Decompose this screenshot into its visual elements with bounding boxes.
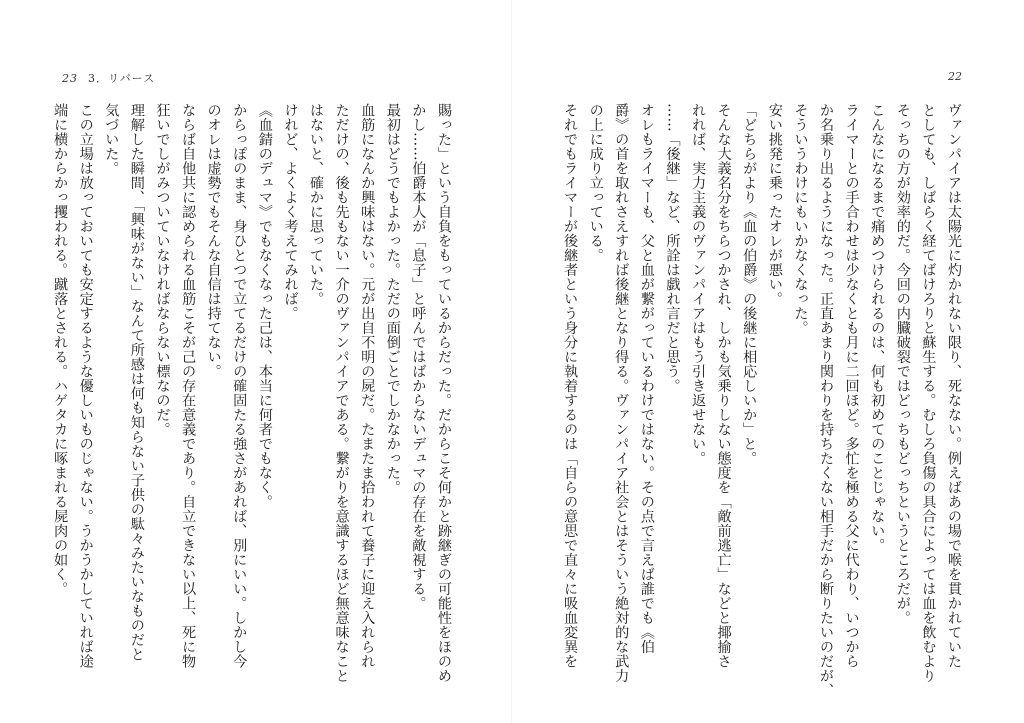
- text-line: としても、しばらく経てばけろりと蘇生する。むしろ負傷の具合によっては血を飲むより: [920, 103, 937, 683]
- text-line: 《血錆のデュマ》でもなくなった己は、本当に何者でもなく。: [256, 103, 273, 509]
- chapter-title: 3．リバース: [88, 72, 156, 85]
- text-line: 理解した瞬間、「興味がない」なんて所感は何も知らない子供の駄々みたいなものだと: [128, 103, 145, 662]
- right-page: [512, 0, 1024, 723]
- text-line: はないと、確かに思っていた。: [308, 103, 325, 306]
- text-line: 「どちらがより《血の伯爵》の後継に相応しいか」と。: [741, 103, 758, 466]
- text-line: 安い挑発に乗ったオレが悪い。: [766, 103, 783, 306]
- text-line: そっちの方が効率的だ。今回の内臓破裂ではどっちもどっちというところだが。: [894, 103, 911, 625]
- text-line: のオレは虚勢でもそんな自信は持てない。: [205, 103, 222, 379]
- text-line: 狂いでしがみついていなければならない標なのだ。: [154, 103, 171, 437]
- text-line: 最初はどうでもよかった。ただの面倒ごとでしかなかった。: [384, 103, 401, 495]
- text-line: けれど、よくよく考えてみれば。: [282, 103, 299, 321]
- text-line: 気づいた。: [103, 103, 120, 176]
- text-line: そんな大義名分をちらつかされ、しかも気乗りしない態度を「敵前逃亡」などと揶揄さ: [715, 103, 732, 669]
- text-line: オレもライマーも、父と血が繋がっているわけではない。その点で言えば誰でも《伯: [638, 103, 655, 654]
- text-line: ヴァンパイアは太陽光に灼かれない限り、死なない。例えばあの場で喉を貫かれていた: [946, 103, 962, 669]
- text-line: からっぽのまま、身ひとつで立てるだけの確固たる強さがあれば、別にいい。しかし今: [231, 103, 248, 669]
- text-line: 血筋になんか興味はない。元が出自不明の屍だ。たまたま拾われて養子に迎え入れられ: [359, 103, 376, 669]
- text-line: この立場は放っておいても安定するような優しいものじゃない。うかうかしていれば途: [77, 103, 94, 669]
- page-number-left: 23: [62, 72, 78, 85]
- right-page-body: [556, 103, 966, 701]
- text-line: こんなになるまで痛めつけられるのは、何も初めてのことじゃない。: [869, 103, 886, 553]
- text-line: そういうわけにもいかなくなった。: [792, 103, 809, 335]
- text-line: ならば自他共に認められる血筋こそが己の存在意義であり。自立できない以上、死に物: [180, 103, 197, 669]
- running-header: [62, 70, 155, 86]
- left-page-body: [46, 103, 456, 701]
- text-line: 賜った」という自負をもっているからだった。だからこそ何かと跡継ぎの可能性をほのめ: [436, 103, 452, 683]
- text-line: の上に成り立っている。: [587, 103, 604, 263]
- text-line: 端に横からかっ攫われる。蹴落とされる。ハゲタカに啄まれる屍肉の如く。: [52, 103, 69, 596]
- text-line: れれば、実力主義のヴァンパイアはもう引き返せない。: [690, 103, 707, 466]
- text-line: かし……伯爵本人が「息子」と呼んではばからないデュマの存在を敵視する。: [410, 103, 427, 611]
- text-line: ライマーとの手合わせは少なくとも月に二回ほど。多忙を極める父に代わり、いつから: [843, 103, 860, 669]
- text-line: ……「後継」など、所詮は戯れ言だと思う。: [664, 103, 681, 393]
- text-line: か名乗り出るようになった。正直あまり関わりを持ちたくない相手だから断りたいのだが、: [818, 103, 835, 698]
- text-line: 爵》の首を取れさえすれば後継となり得る。ヴァンパイア社会とはそういう絶対的な武力: [613, 103, 630, 683]
- page-number-right: 22: [948, 70, 962, 83]
- text-line: それでもライマーが後継者という身分に執着するのは「自らの意思で直々に吸血変異を: [562, 103, 579, 669]
- text-line: ただけの、後も先もない一介のヴァンパイアである。繋がりを意識するほど無意味なこと: [333, 103, 350, 683]
